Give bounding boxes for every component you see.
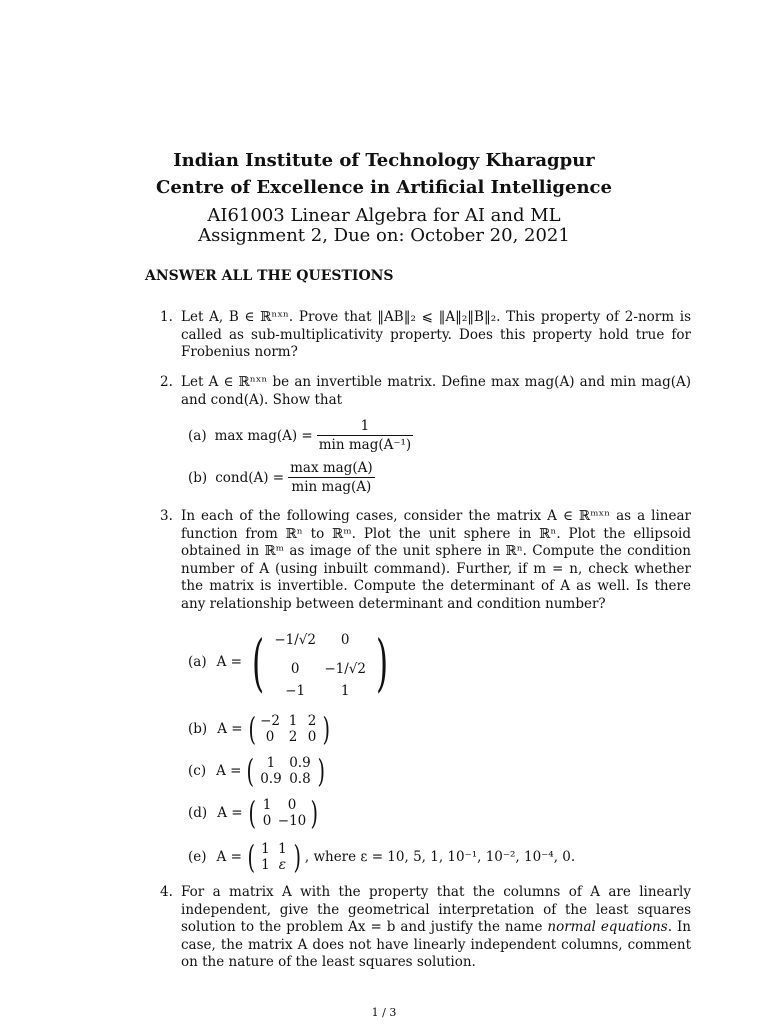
course-title: AI61003 Linear Algebra for AI and ML (207, 205, 561, 226)
q3-number: 3. (160, 508, 173, 524)
q3b-cell: 1 (288, 713, 298, 729)
q3b-cell: −2 (260, 713, 280, 729)
q3b-cell: 0 (307, 729, 317, 745)
q3d-cell: −10 (277, 813, 307, 829)
q3e-suffix: , where ε = 10, 5, 1, 10⁻¹, 10⁻², 10⁻⁴, 0. (304, 849, 576, 865)
q2b-numerator: max mag(A) (290, 460, 373, 476)
centre-title: Centre of Excellence in Artificial Intelligence (156, 177, 612, 198)
q3a-cell-r1c1: −1/√2 (274, 632, 316, 648)
q3d-right-paren: ) (310, 794, 319, 832)
q3a-cell-r2c2: −1/√2 (324, 661, 366, 677)
q3c-cell: 0.9 (289, 755, 311, 771)
q3c-right-paren: ) (317, 752, 325, 790)
q3d-cell: 0 (287, 797, 297, 813)
q3c-matrix (257, 755, 315, 787)
q3e-cell: ε (278, 857, 286, 873)
q4-text-before: For a matrix A with the property that the columns of A are linearly independent, give the geometrical interpretation of the least squares solution to the problem Ax = b and justify the name (181, 884, 691, 935)
q3b-cell: 0 (265, 729, 275, 745)
institute-title: Indian Institute of Technology Kharagpur (173, 150, 595, 171)
q3b-cell: 2 (307, 713, 317, 729)
q3b-matrix (258, 713, 320, 745)
q3a-label: (a) (188, 654, 207, 670)
q3c-item (188, 752, 327, 790)
q3d-cell: 0 (262, 813, 272, 829)
q3a-cell-r3c2: 1 (340, 683, 350, 699)
q3c-lhs: A = (216, 763, 242, 779)
q3d-left-paren: ( (248, 794, 256, 832)
q3a-cell-r1c2: 0 (340, 632, 350, 648)
q3a-cell-r2c1: 0 (290, 661, 300, 677)
q3a-right-paren: ) (376, 625, 389, 699)
q3e-right-paren: ) (293, 838, 302, 876)
q3d-item (188, 794, 321, 832)
q3e-label: (e) (188, 849, 207, 865)
q3e-left-paren: ( (247, 838, 255, 876)
q2b-fraction (288, 460, 375, 495)
q4-number: 4. (160, 884, 173, 900)
q3c-label: (c) (188, 763, 207, 779)
instruction-heading: ANSWER ALL THE QUESTIONS (145, 268, 394, 284)
q3b-right-paren: ) (322, 710, 331, 748)
q3a-lhs: A = (216, 654, 242, 670)
page-number: 1 / 3 (371, 1006, 397, 1019)
q3e-matrix (257, 841, 291, 873)
q2-number: 2. (160, 374, 173, 390)
q1-text: Let A, B ∈ ℝⁿˣⁿ. Prove that ‖AB‖₂ ⩽ ‖A‖₂‖B‖₂. This property of 2-norm is called as sub-multiplicativity property. Does this property hold true for Frobenius norm? (181, 309, 691, 360)
q3b-left-paren: ( (248, 710, 256, 748)
q3-text: In each of the following cases, consider the matrix A ∈ ℝᵐˣⁿ as a linear function from ℝⁿ to ℝᵐ. Plot the unit sphere in ℝⁿ. Plot the ellipsoid obtained in ℝᵐ as image of the unit sphere in ℝⁿ. Compute the condition number of A (using inbuilt command). Further, if m = n, check whether the matrix is invertible. Compute the determinant of A as well. Is there any relationship between determinant and condition number? (181, 508, 691, 612)
q3e-item (188, 838, 575, 876)
q4-emphasis: normal equations (547, 919, 668, 935)
q3a-matrix (270, 623, 370, 701)
q2a-numerator: 1 (360, 418, 370, 434)
q3a-cell-r3c1: −1 (285, 683, 306, 699)
q2a-lhs: max mag(A) = (214, 427, 313, 444)
q2a-item (188, 418, 413, 453)
q3e-lhs: A = (216, 849, 242, 865)
q3d-label: (d) (188, 805, 208, 821)
q2a-label: (a) (188, 427, 207, 444)
q3b-label: (b) (188, 721, 208, 737)
q3e-cell: 1 (261, 841, 270, 857)
q3a-item (188, 622, 394, 702)
q3e-cell: 1 (261, 857, 270, 873)
q2-text: Let A ∈ ℝⁿˣⁿ be an invertible matrix. Define max mag(A) and min mag(A) and cond(A). Show that (181, 374, 691, 408)
q3d-matrix (258, 797, 308, 829)
q2a-fraction (317, 418, 413, 453)
q3b-cell: 2 (288, 729, 298, 745)
q2b-item (188, 460, 375, 495)
q2b-denominator: min mag(A) (288, 477, 375, 495)
q3e-cell: 1 (278, 841, 287, 857)
q4-text (181, 884, 691, 972)
q3c-cell: 0.8 (289, 771, 311, 787)
q2a-denominator: min mag(A⁻¹) (318, 437, 412, 453)
q3b-lhs: A = (217, 721, 243, 737)
q3c-cell: 1 (266, 755, 276, 771)
q4-text-after: . In case, the matrix A does not have linearly independent columns, comment on the nature of the least squares solution. (181, 919, 691, 970)
q3c-left-paren: ( (246, 752, 255, 790)
q3a-left-paren: ( (252, 625, 265, 699)
q3d-lhs: A = (217, 805, 243, 821)
q3c-cell: 0.9 (260, 771, 282, 787)
q3b-item (188, 710, 333, 748)
q2b-label: (b) (188, 469, 208, 486)
q3d-cell: 1 (262, 797, 272, 813)
q2b-lhs: cond(A) = (215, 469, 285, 486)
q1-number: 1. (160, 309, 173, 325)
assignment-title: Assignment 2, Due on: October 20, 2021 (198, 225, 570, 246)
